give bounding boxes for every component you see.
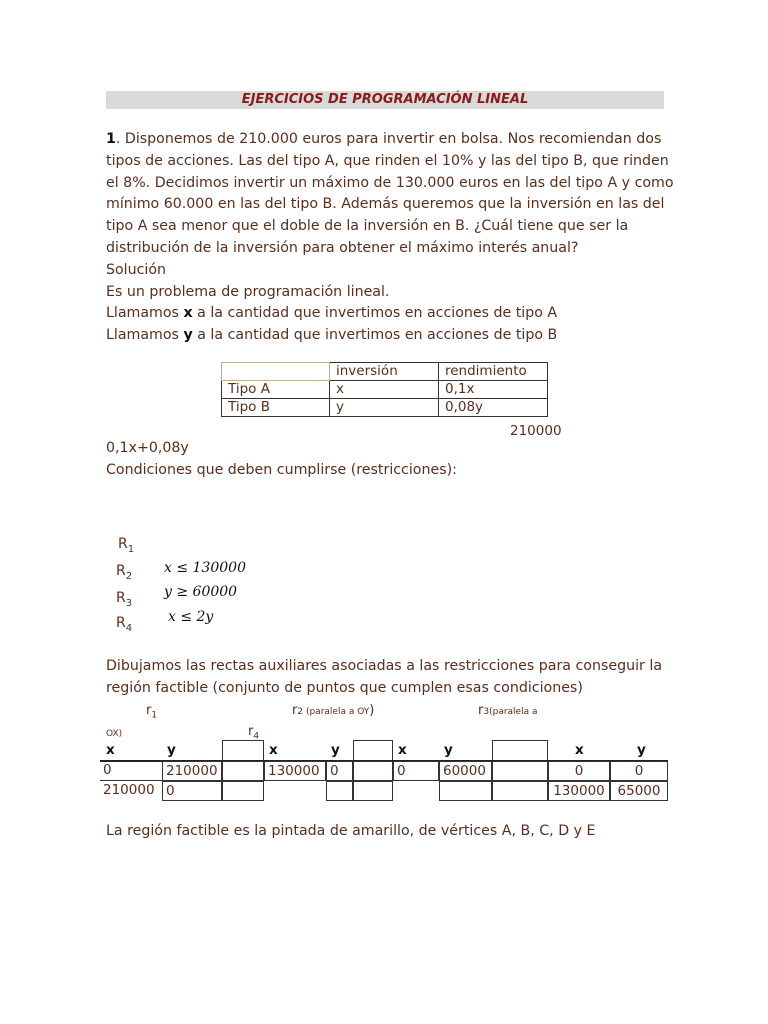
conditions-text: Condiciones que deben cumplirse (restricciones): [106, 462, 457, 478]
r-subscript: 2 [297, 707, 304, 717]
def-x-pre: Llamamos [106, 305, 184, 321]
restriction-r1-label [118, 536, 134, 555]
table-header-cell: y [331, 742, 340, 758]
r-letter: R [118, 536, 128, 552]
table-cell: y [330, 399, 439, 417]
table-header-cell: x [106, 742, 115, 758]
table-cell: 0 [326, 761, 353, 781]
table-cell: Tipo B [222, 399, 330, 417]
r-subscript: 2 [125, 570, 133, 582]
r2-close: ) [369, 703, 375, 718]
var-x: x [183, 305, 193, 321]
table-header-cell: x [398, 742, 407, 758]
r-letter: r [478, 703, 484, 718]
problem-number: 1 [106, 131, 116, 147]
line-label-r1 [146, 703, 157, 721]
line-label-r4 [248, 724, 259, 742]
table-header-cell [222, 363, 330, 381]
empty-cell [492, 781, 548, 801]
table-header-row [222, 363, 548, 381]
table-cell: 0 [610, 761, 668, 781]
problem-line-3: el 8%. Decidimos invertir un máximo de 130.000 euros en las del tipo A y como [106, 175, 674, 191]
line-label-r3 [478, 703, 537, 718]
r-letter: R [116, 590, 126, 606]
empty-cell [353, 740, 393, 761]
closing-text: La región factible es la pintada de amarillo, de vértices A, B, C, D y E [106, 823, 596, 839]
table-cell: 0 [393, 761, 439, 781]
table-cell: 0,1x [439, 381, 548, 399]
empty-cell [353, 781, 393, 801]
r-subscript: 3 [483, 707, 490, 717]
line-label-r2 [292, 703, 374, 718]
table-header-cell: x [575, 742, 584, 758]
table-header-cell: y [637, 742, 646, 758]
r-subscript: 4 [253, 731, 260, 742]
problem-line-1 [106, 128, 661, 150]
restriction-r3-label [116, 590, 132, 609]
r2-note: (paralela a OY [303, 707, 370, 717]
empty-cell [492, 761, 548, 781]
table-cell: 130000 [264, 761, 326, 781]
problem-line-2: tipos de acciones. Las del tipo A, que rinden el 10% y las del tipo B, que rinden [106, 153, 669, 169]
restriction-r2-label [116, 563, 132, 582]
r-letter: R [116, 563, 126, 579]
page-title: EJERCICIOS DE PROGRAMACIÓN LINEAL [106, 91, 664, 109]
empty-cell [439, 781, 492, 801]
total-amount: 210000 [510, 423, 562, 439]
table-cell: 210000 [103, 782, 155, 798]
table-header-cell: y [444, 742, 453, 758]
restriction-expr-2: x ≤ 130000 [164, 560, 246, 576]
table-row [222, 381, 548, 399]
table-header-cell: y [167, 742, 176, 758]
restriction-r4-label [116, 615, 132, 634]
r-subscript: 1 [151, 710, 158, 721]
aux-line-1: Dibujamos las rectas auxiliares asociadas a las restricciones para conseguir la [106, 658, 663, 674]
r-letter: r [146, 703, 152, 718]
var-y: y [183, 327, 193, 343]
table-cell: 0 [100, 761, 162, 781]
table-cell: 0 [548, 761, 610, 781]
r-subscript: 1 [127, 543, 135, 555]
table-cell: Tipo A [222, 381, 330, 399]
empty-cell [326, 781, 353, 801]
problem-text: . Disponemos de 210.000 euros para invertir en bolsa. Nos recomiendan dos [115, 131, 662, 147]
table-header-cell: x [269, 742, 278, 758]
investment-table [221, 362, 548, 417]
table-cell: 0 [162, 781, 222, 801]
def-x-post: a la cantidad que invertimos en acciones de tipo A [192, 305, 558, 321]
table-row [222, 399, 548, 417]
intro-text: Es un problema de programación lineal. [106, 284, 390, 300]
r-letter: r [292, 703, 298, 718]
problem-line-5: tipo A sea menor que el doble de la inversión en B. ¿Cuál tiene que ser la [106, 218, 629, 234]
table-cell: 0,08y [439, 399, 548, 417]
table-cell: x [330, 381, 439, 399]
table-cell: 130000 [548, 781, 610, 801]
table-cell: 60000 [439, 761, 492, 781]
empty-cell [222, 740, 264, 761]
r3-note: (paralela a [489, 707, 538, 717]
solution-label: Solución [106, 262, 167, 278]
r-subscript: 4 [125, 622, 133, 634]
problem-line-6: distribución de la inversión para obtener el máximo interés anual? [106, 240, 579, 256]
empty-cell [222, 761, 264, 781]
r-letter: r [248, 724, 254, 739]
objective-function: 0,1x+0,08y [106, 440, 189, 456]
definition-y [106, 324, 557, 346]
aux-line-2: región factible (conjunto de puntos que cumplen esas condiciones) [106, 680, 583, 696]
empty-cell [222, 781, 264, 801]
problem-line-4: mínimo 60.000 en las del tipo B. Además queremos que la inversión en las del [106, 196, 665, 212]
def-y-pre: Llamamos [106, 327, 184, 343]
def-y-post: a la cantidad que invertimos en acciones de tipo B [192, 327, 558, 343]
empty-cell [353, 761, 393, 781]
definition-x [106, 302, 557, 324]
table-cell: 210000 [162, 761, 222, 781]
r-letter: R [116, 615, 126, 631]
table-header-cell: rendimiento [439, 363, 548, 381]
table-cell: 65000 [610, 781, 668, 801]
table-header-cell: inversión [330, 363, 439, 381]
line-label-ox: OX) [106, 729, 123, 739]
empty-cell [492, 740, 548, 761]
restriction-expr-3: y ≥ 60000 [164, 584, 238, 600]
r-subscript: 3 [125, 597, 133, 609]
restriction-expr-4: x ≤ 2y [168, 609, 214, 625]
